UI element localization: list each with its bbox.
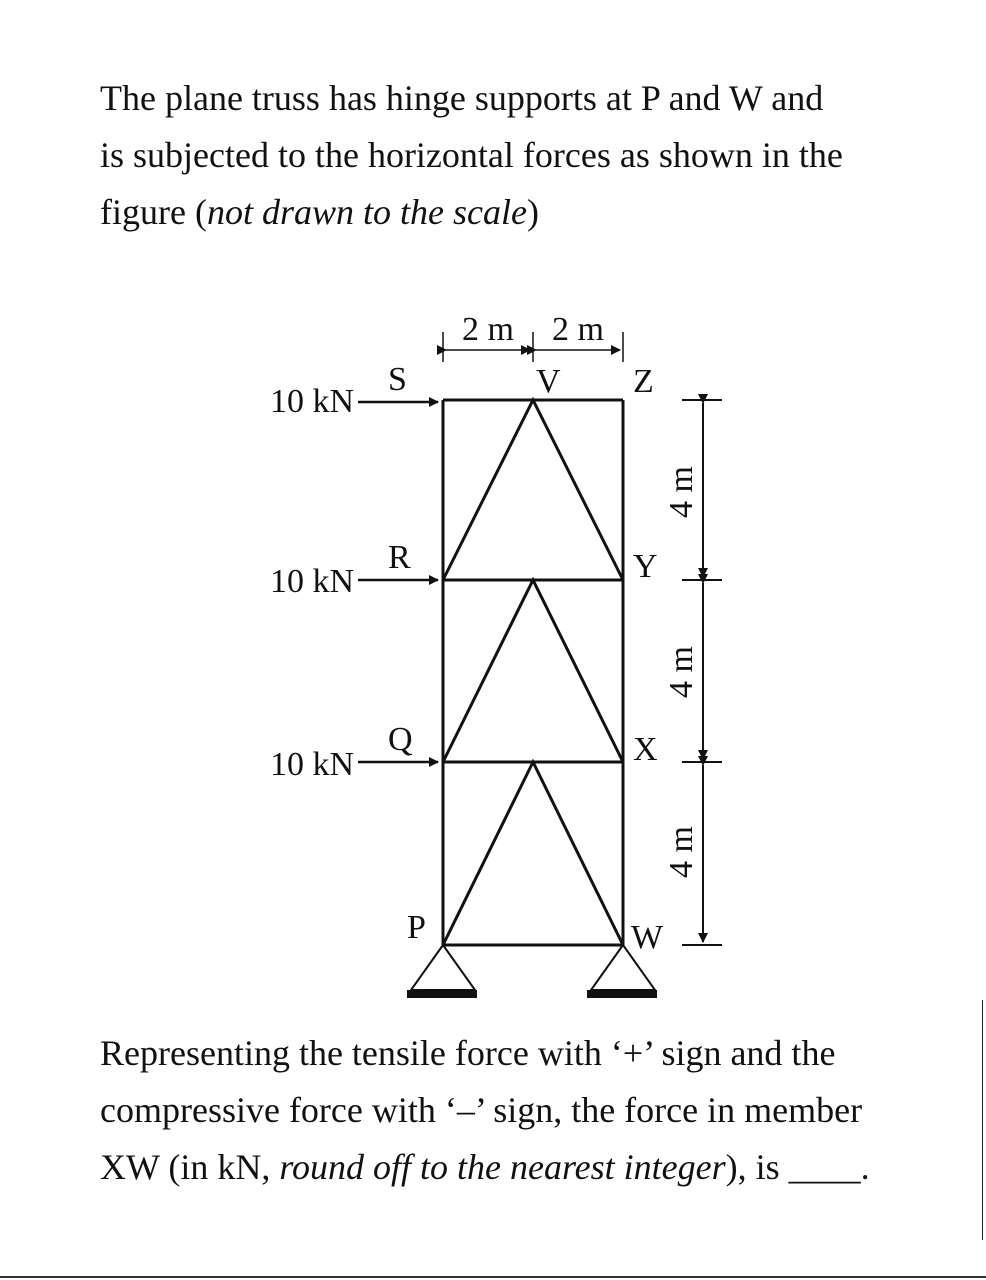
dimension-label-2m-right: 2 m bbox=[552, 311, 604, 348]
node-label-P: P bbox=[407, 909, 426, 946]
question-line-2: compressive force with ‘–’ sign, the force in member bbox=[100, 1090, 863, 1130]
question-line-3-middle: ), is bbox=[725, 1147, 789, 1187]
question-line-1: Representing the tensile force with ‘+’ sign and the bbox=[100, 1033, 836, 1073]
load-label-S: 10 kN bbox=[269, 383, 354, 420]
truss-members bbox=[443, 400, 623, 945]
answer-blank[interactable]: ____ bbox=[788, 1147, 861, 1187]
load-label-Q: 10 kN bbox=[269, 746, 354, 783]
question-line-3-end: . bbox=[860, 1147, 870, 1187]
dimension-label-4m-top: 4 m bbox=[663, 466, 700, 518]
node-label-Q: Q bbox=[388, 721, 413, 758]
dimension-label-4m-bottom: 4 m bbox=[663, 826, 700, 878]
node-label-S: S bbox=[388, 361, 407, 398]
page-bottom-divider bbox=[0, 1276, 986, 1278]
member-Q-apex-X bbox=[443, 580, 623, 762]
node-label-Z: Z bbox=[633, 363, 654, 400]
intro-line-3-end: ) bbox=[526, 192, 539, 232]
question-statement bbox=[100, 1025, 960, 1196]
question-line-3-start: XW (in kN, bbox=[100, 1147, 280, 1187]
dimension-label-4m-middle: 4 m bbox=[663, 646, 700, 698]
page-edge-line bbox=[982, 1000, 983, 1240]
member-RVY bbox=[443, 400, 623, 580]
node-label-V: V bbox=[536, 363, 561, 400]
node-label-W: W bbox=[631, 919, 664, 956]
node-label-Y: Y bbox=[633, 548, 658, 585]
member-P-apex-W bbox=[443, 762, 623, 945]
node-label-R: R bbox=[388, 539, 411, 576]
intro-line-1: The plane truss has hinge supports at P and W and bbox=[100, 78, 824, 118]
intro-line-3-start: figure ( bbox=[100, 192, 207, 232]
intro-line-3-italic: not drawn to the scale bbox=[206, 192, 527, 232]
dimension-label-2m-left: 2 m bbox=[462, 311, 514, 348]
load-label-R: 10 kN bbox=[269, 563, 354, 600]
node-label-X: X bbox=[633, 731, 658, 768]
intro-line-2: is subjected to the horizontal forces as shown in the bbox=[100, 135, 843, 175]
question-line-3-italic: round off to the nearest integer bbox=[279, 1147, 726, 1187]
hinge-support-P bbox=[407, 945, 477, 994]
